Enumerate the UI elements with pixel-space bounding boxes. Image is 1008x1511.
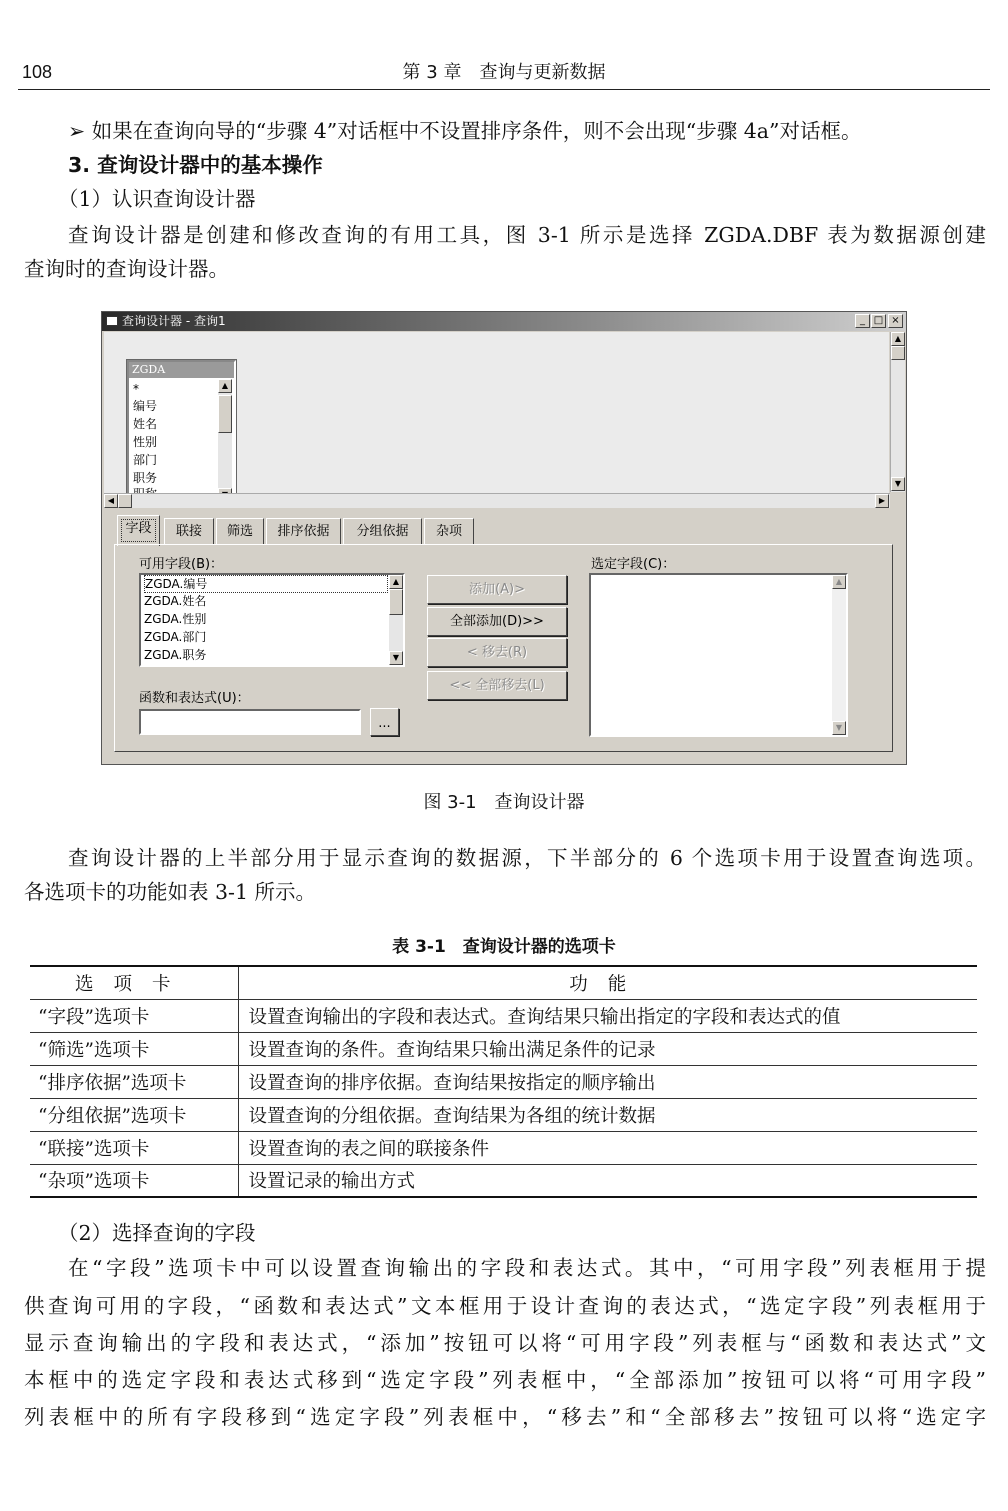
tab-order-by[interactable]: 排序依据 xyxy=(266,518,341,545)
available-fields-label: 可用字段(B)： xyxy=(139,557,224,572)
table-cell: 设置查询的分组依据。查询结果为各组的统计数据 xyxy=(238,1098,977,1131)
body-paragraph-line: 在“字段”选项卡中可以设置查询输出的字段和表达式。其中，“可用字段”列表框用于提 xyxy=(68,1256,986,1280)
subsection-heading: （2）选择查询的字段 xyxy=(58,1221,256,1245)
bullet-item xyxy=(68,114,861,148)
expression-builder-button[interactable]: ... xyxy=(370,708,399,736)
tab-join[interactable]: 联接 xyxy=(164,518,214,545)
intro-paragraph-line: 查询时的查询设计器。 xyxy=(24,257,229,281)
table-cell: 设置查询的表之间的联接条件 xyxy=(238,1131,977,1164)
table-cell: 设置查询的条件。查询结果只输出满足条件的记录 xyxy=(238,1032,977,1065)
table-cell: “联接”选项卡 xyxy=(30,1131,238,1164)
scroll-up-icon[interactable]: ▲ xyxy=(832,575,846,589)
query-designer-window xyxy=(101,311,907,765)
available-fields-list[interactable] xyxy=(139,573,405,667)
scroll-up-icon[interactable]: ▲ xyxy=(891,332,905,346)
tab-filter[interactable]: 筛选 xyxy=(216,518,264,545)
table-caption: 表 3-1 查询设计器的选项卡 xyxy=(392,937,616,957)
add-all-button[interactable]: 全部添加(D)>> xyxy=(427,607,567,636)
list-item[interactable]: ZGDA.编号 xyxy=(144,575,388,593)
selected-fields-label: 选定字段(C)： xyxy=(591,557,676,572)
section-heading: 3. 查询设计器中的基本操作 xyxy=(68,153,323,177)
fields-tab-panel xyxy=(114,544,893,752)
scroll-left-icon[interactable]: ◀ xyxy=(104,494,118,508)
scroll-thumb[interactable] xyxy=(118,494,132,508)
table-row xyxy=(30,999,977,1032)
scroll-down-icon[interactable]: ▼ xyxy=(832,721,846,735)
table-row xyxy=(30,1032,977,1065)
scroll-down-icon[interactable]: ▼ xyxy=(891,477,905,491)
functions-input[interactable] xyxy=(139,709,361,735)
intro-paragraph-line: 查询设计器是创建和修改查询的有用工具，图 3-1 所示是选择 ZGDA.DBF 表为数据源创建 xyxy=(68,223,986,247)
tab-group-by[interactable]: 分组依据 xyxy=(343,518,422,545)
table-cell: “字段”选项卡 xyxy=(30,999,238,1032)
table-window-title[interactable]: ZGDA xyxy=(129,362,234,378)
scroll-thumb[interactable] xyxy=(218,395,232,433)
subsection-heading: （1）认识查询设计器 xyxy=(58,187,256,211)
table-field[interactable]: 编号 xyxy=(133,399,158,413)
table-window-zgda[interactable] xyxy=(127,360,236,504)
scroll-thumb[interactable] xyxy=(891,346,905,360)
body-paragraph-line: 本框中的选定字段和表达式移到“选定字段”列表框中，“全部添加”按钮可以将“可用字段” xyxy=(24,1368,986,1392)
table-field[interactable]: 姓名 xyxy=(133,417,158,431)
window-icon xyxy=(106,316,118,326)
table-cell: “分组依据”选项卡 xyxy=(30,1098,238,1131)
list-item[interactable]: ZGDA.性别 xyxy=(144,612,207,626)
scroll-right-icon[interactable]: ▶ xyxy=(875,494,889,508)
upper-horizontal-scrollbar[interactable] xyxy=(104,493,890,508)
table-field[interactable]: * xyxy=(133,382,139,396)
add-button[interactable]: 添加(A)> xyxy=(427,575,567,604)
selected-fields-scrollbar[interactable] xyxy=(832,575,846,735)
table-row xyxy=(30,1131,977,1164)
table-cell: “筛选”选项卡 xyxy=(30,1032,238,1065)
tabs-function-table xyxy=(30,965,977,1198)
bullet-marker: ➢ xyxy=(68,119,86,143)
table-header-cell: 选项卡 xyxy=(30,966,238,999)
tab-misc[interactable]: 杂项 xyxy=(424,518,474,545)
selected-fields-list[interactable] xyxy=(589,573,848,737)
table-field[interactable]: 性别 xyxy=(133,435,158,449)
scroll-thumb[interactable] xyxy=(389,589,403,615)
title-bar xyxy=(102,312,906,331)
table-cell: 设置查询输出的字段和表达式。查询结果只输出指定的字段和表达式的值 xyxy=(238,999,977,1032)
body-paragraph-line: 列表框中的所有字段移到“选定字段”列表框中，“移去”和“全部移去”按钮可以将“选定字 xyxy=(24,1405,986,1429)
header-rule xyxy=(18,89,990,90)
maximize-button[interactable]: □ xyxy=(871,314,886,328)
table-field[interactable]: 部门 xyxy=(133,453,158,467)
table-header-cell: 功能 xyxy=(238,966,977,999)
table-header-row xyxy=(30,966,977,999)
chapter-title: 第 3 章 查询与更新数据 xyxy=(402,62,606,83)
minimize-button[interactable]: _ xyxy=(855,314,870,328)
available-fields-scrollbar[interactable] xyxy=(389,575,403,665)
table-field[interactable]: 职务 xyxy=(133,471,158,485)
body-paragraph-line: 各选项卡的功能如表 3-1 所示。 xyxy=(24,880,317,904)
list-item[interactable]: ZGDA.职务 xyxy=(144,648,207,662)
tab-fields[interactable]: 字段 xyxy=(117,515,160,546)
page-number: 108 xyxy=(22,62,53,82)
window-title: 查询设计器 - 查询1 xyxy=(122,314,226,328)
body-paragraph-line: 供查询可用的字段，“函数和表达式”文本框用于设计查询的表达式，“选定字段”列表框用于 xyxy=(24,1294,986,1318)
body-paragraph-line: 查询设计器的上半部分用于显示查询的数据源，下半部分的 6 个选项卡用于设置查询选项。 xyxy=(68,846,986,870)
table-cell: “杂项”选项卡 xyxy=(30,1164,238,1197)
body-paragraph-line: 显示查询输出的字段和表达式，“添加”按钮可以将“可用字段”列表框与“函数和表达式”文 xyxy=(24,1331,986,1355)
remove-button[interactable]: < 移去(R) xyxy=(427,638,567,667)
table-cell: 设置记录的输出方式 xyxy=(238,1164,977,1197)
figure-caption: 图 3-1 查询设计器 xyxy=(423,792,585,813)
table-cell: “排序依据”选项卡 xyxy=(30,1065,238,1098)
table-row xyxy=(30,1164,977,1197)
close-button[interactable]: × xyxy=(888,314,903,328)
scroll-up-icon[interactable]: ▲ xyxy=(389,575,403,589)
scroll-down-icon[interactable]: ▼ xyxy=(389,651,403,665)
bullet-text: 如果在查询向导的“步骤 4”对话框中不设置排序条件，则不会出现“步骤 4a”对话框。 xyxy=(91,119,862,143)
table-window-scrollbar[interactable] xyxy=(218,379,232,502)
remove-all-button[interactable]: << 全部移去(L) xyxy=(427,671,567,700)
functions-label: 函数和表达式(U)： xyxy=(139,691,250,706)
table-cell: 设置查询的排序依据。查询结果按指定的顺序输出 xyxy=(238,1065,977,1098)
list-item[interactable]: ZGDA.姓名 xyxy=(144,594,207,608)
list-item[interactable]: ZGDA.部门 xyxy=(144,630,207,644)
table-row xyxy=(30,1065,977,1098)
data-source-area xyxy=(104,332,889,507)
upper-vertical-scrollbar[interactable] xyxy=(890,332,905,492)
scroll-up-icon[interactable]: ▲ xyxy=(218,379,232,393)
table-row xyxy=(30,1098,977,1131)
